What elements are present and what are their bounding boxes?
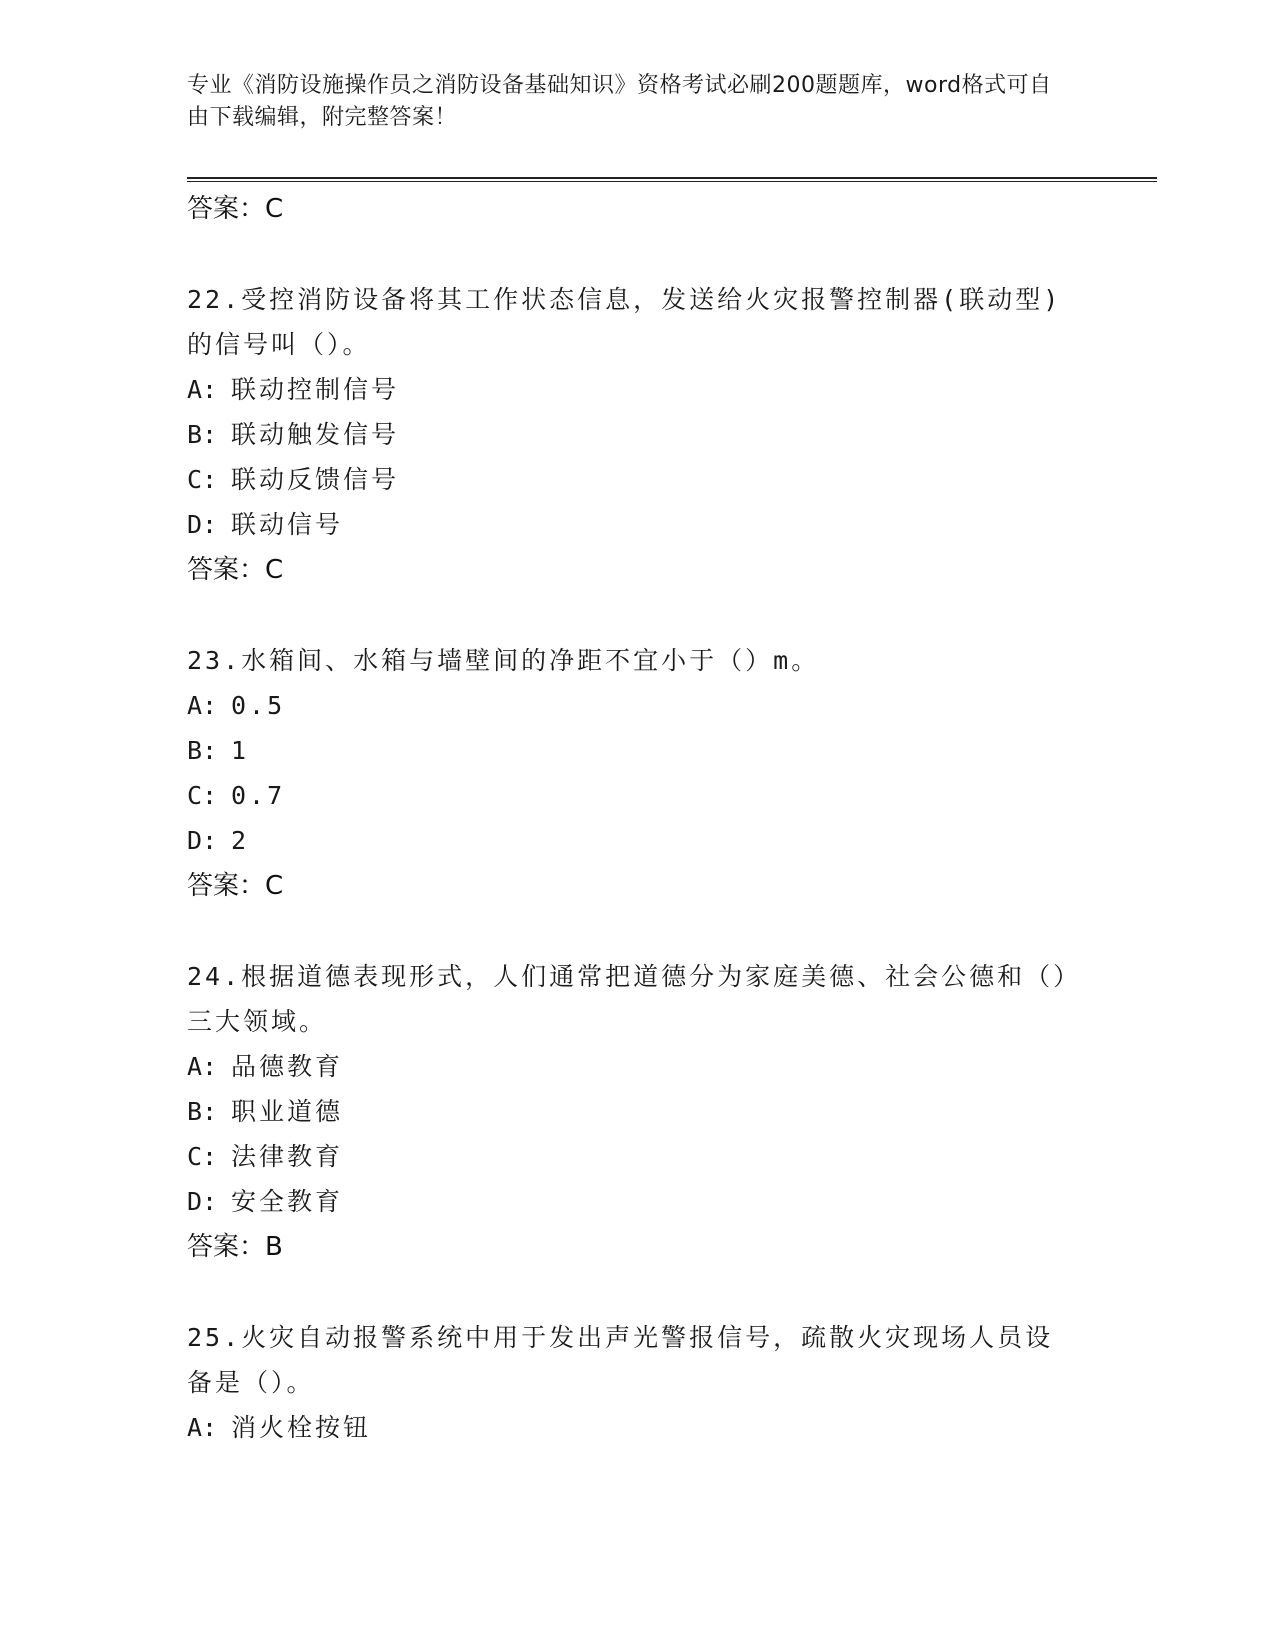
option-label: A: (187, 1413, 218, 1442)
page-header (187, 70, 1067, 134)
question-text: 24.根据道德表现形式，人们通常把道德分为家庭美德、社会公德和（）三大领域。 (187, 962, 1069, 1036)
question-block (187, 1315, 1077, 1450)
spacer (187, 1270, 1077, 1315)
option-label: A: (187, 691, 218, 720)
option-text: 联动反馈信号 (231, 465, 400, 494)
option-text: 0.7 (231, 781, 286, 810)
option-text: 品德教育 (231, 1052, 344, 1081)
option-label: D: (187, 1187, 218, 1216)
option-b (187, 412, 1077, 457)
option-text: 法律教育 (231, 1142, 344, 1171)
option-text: 联动信号 (231, 510, 344, 539)
option-d (187, 502, 1077, 547)
answer-line: 答案：C (187, 871, 284, 901)
option-label: D: (187, 510, 218, 539)
document-title: 专业《消防设施操作员之消防设备基础知识》资格考试必刷200题题库，word格式可自由下载编辑，附完整答案！ (187, 73, 1052, 130)
answer-line: 答案：C (187, 194, 284, 224)
option-b (187, 728, 1077, 773)
option-text: 0.5 (231, 691, 286, 720)
option-text: 安全教育 (231, 1187, 344, 1216)
question-list (187, 186, 1077, 1450)
option-c (187, 773, 1077, 818)
option-label: A: (187, 375, 218, 404)
spacer (187, 909, 1077, 954)
option-a (187, 367, 1077, 412)
option-label: C: (187, 781, 218, 810)
option-c (187, 457, 1077, 502)
option-label: C: (187, 1142, 218, 1171)
option-d (187, 1179, 1077, 1224)
option-b (187, 1089, 1077, 1134)
question-text: 22.受控消防设备将其工作状态信息，发送给火灾报警控制器(联动型)的信号叫（）。 (187, 285, 1062, 359)
header-divider (187, 177, 1157, 182)
spacer (187, 232, 1077, 277)
option-text: 2 (231, 826, 250, 855)
option-text: 联动控制信号 (231, 375, 400, 404)
option-label: D: (187, 826, 218, 855)
option-c (187, 1134, 1077, 1179)
option-a (187, 1044, 1077, 1089)
option-label: A: (187, 1052, 218, 1081)
question-block (187, 638, 1077, 909)
option-a (187, 683, 1077, 728)
option-label: B: (187, 420, 218, 449)
answer-line: 答案：B (187, 1232, 283, 1262)
question-block (187, 277, 1077, 593)
question-block (187, 954, 1077, 1270)
option-d (187, 818, 1077, 863)
option-text: 1 (231, 736, 250, 765)
spacer (187, 593, 1077, 638)
question-text: 23.水箱间、水箱与墙壁间的净距不宜小于（）m。 (187, 646, 820, 675)
option-text: 联动触发信号 (231, 420, 400, 449)
option-text: 职业道德 (231, 1097, 344, 1126)
option-a (187, 1405, 1077, 1450)
option-label: B: (187, 1097, 218, 1126)
question-text: 25.火灾自动报警系统中用于发出声光警报信号，疏散火灾现场人员设备是（）。 (187, 1323, 1054, 1397)
option-text: 消火栓按钮 (231, 1413, 372, 1442)
option-label: B: (187, 736, 218, 765)
option-label: C: (187, 465, 218, 494)
answer-line: 答案：C (187, 555, 284, 585)
